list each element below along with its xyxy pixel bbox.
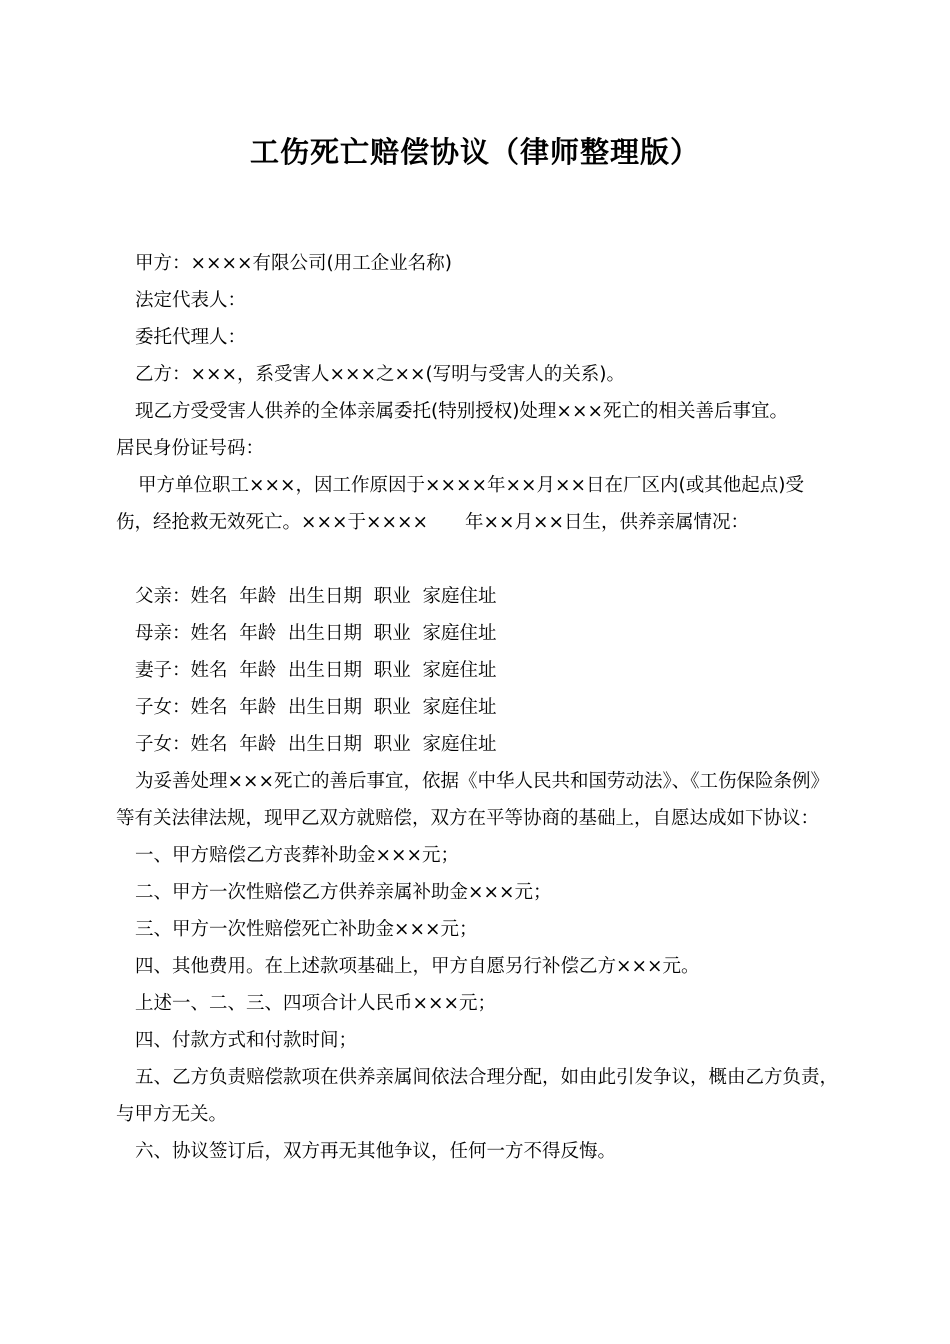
clause-6: 六、协议签订后，双方再无其他争议，任何一方不得反悔。	[135, 1141, 617, 1162]
family-wife-line: 妻子：姓名 年龄 出生日期 职业 家庭住址	[135, 660, 497, 681]
party-a-line: 甲方：××××有限公司(用工企业名称)	[135, 253, 452, 274]
document-title: 工伤死亡赔偿协议（律师整理版）	[249, 135, 700, 169]
family-father-line: 父亲：姓名 年龄 出生日期 职业 家庭住址	[135, 586, 497, 607]
clause-2: 二、甲方一次性赔偿乙方供养亲属补助金×××元；	[135, 882, 552, 903]
clause-3: 三、甲方一次性赔偿死亡补助金×××元；	[135, 919, 478, 940]
legal-representative-line: 法定代表人：	[135, 290, 247, 311]
family-mother-line: 母亲：姓名 年龄 出生日期 职业 家庭住址	[135, 623, 497, 644]
family-child-line-1: 子女：姓名 年龄 出生日期 职业 家庭住址	[135, 697, 497, 718]
incident-paragraph: 甲方单位职工×××，因工作原因于××××年××月××日在厂区内(或其他起点)受伤，经抢救无效死亡。×××于×××× 年××月××日生，供养亲属情况：	[116, 475, 804, 533]
clause-1: 一、甲方赔偿乙方丧葬补助金×××元；	[135, 845, 460, 866]
clause-5: 五、乙方负责赔偿款项在供养亲属间依法合理分配，如由此引发争议，概由乙方负责，与甲方无关。	[116, 1067, 839, 1125]
paragraph-gap	[116, 541, 838, 578]
clause-4: 四、其他费用。在上述款项基础上，甲方自愿另行补偿乙方×××元。	[135, 956, 700, 977]
family-child-line-2: 子女：姓名 年龄 出生日期 职业 家庭住址	[135, 734, 497, 755]
basis-paragraph: 为妥善处理×××死亡的善后事宜，依据《中华人民共和国劳动法》、《工伤保险条例》等有关法律法规，现甲乙双方就赔偿，双方在平等协商的基础上，自愿达成如下协议：	[116, 771, 830, 829]
party-b-line: 乙方：×××，系受害人×××之××(写明与受害人的关系)。	[135, 364, 625, 385]
document-body	[116, 245, 838, 1170]
clause-total: 上述一、二、三、四项合计人民币×××元；	[135, 993, 497, 1014]
agent-line: 委托代理人：	[135, 327, 247, 348]
entrust-paragraph: 现乙方受受害人供养的全体亲属委托(特别授权)处理×××死亡的相关善后事宜。	[135, 401, 788, 422]
clause-payment: 四、付款方式和付款时间；	[135, 1030, 358, 1051]
id-number-line: 居民身份证号码：	[116, 438, 265, 459]
